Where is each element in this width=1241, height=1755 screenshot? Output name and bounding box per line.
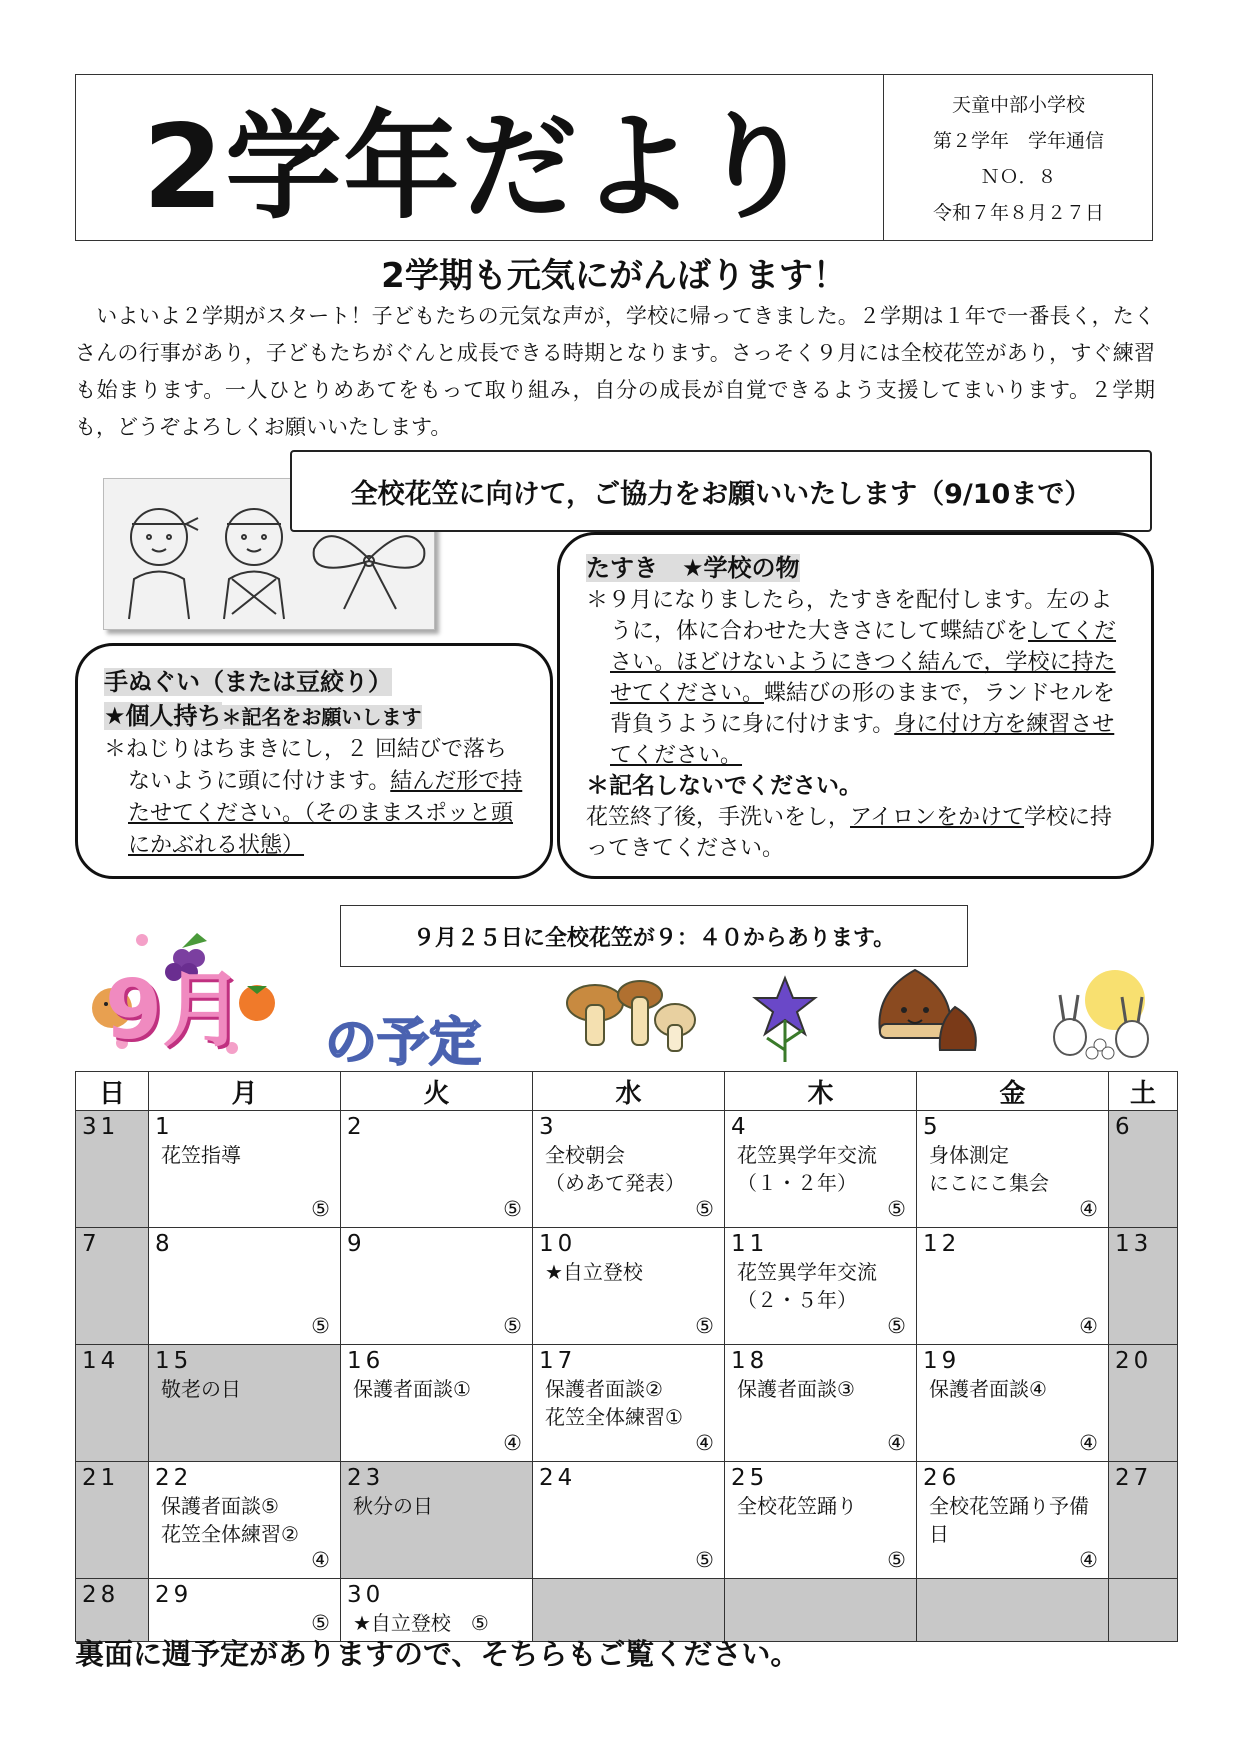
tasuki-warning: ＊記名しないでください。 <box>586 773 862 799</box>
calendar-day-cell <box>1109 1345 1178 1462</box>
day-number: 22 <box>155 1465 193 1491</box>
day-number: 2 <box>347 1114 366 1140</box>
calendar-day-cell <box>533 1228 725 1345</box>
tenugui-title: 手ぬぐい（または豆絞り） <box>104 668 392 696</box>
day-event: 保護者面談④ <box>929 1377 1047 1401</box>
chestnuts-icon <box>870 962 980 1066</box>
lesson-count: ④ <box>1079 1197 1098 1221</box>
day-event: 花笠異学年交流 <box>737 1143 877 1167</box>
day-number: 11 <box>731 1231 769 1257</box>
tenugui-text-a: ＊ねじりはちまきにし，２ 回結びで落ちないように頭に付けます。 <box>104 737 507 794</box>
calendar-day-cell <box>149 1228 341 1345</box>
intro-text: いよいよ２学期がスタート！子どもたちの元気な声が，学校に帰ってきました。２学期は１年で一番長く，たくさんの行事があり，子どもたちがぐんと成長できる時期となります。さっそく９月には全校花笠があり，すぐ練習も始まります。一人ひとりめあてをもって取り組み，自分の成長が自覚できるよう支援してまいります。２学期も，どうぞよろしくお願いいたします。 <box>75 304 1155 439</box>
calendar-day-cell <box>533 1345 725 1462</box>
calendar-day-cell <box>917 1111 1109 1228</box>
lesson-count: ⑤ <box>311 1611 330 1635</box>
tenugui-subnote: ＊記名をお願いします <box>221 705 422 729</box>
tasuki-text-e: 花笠終了後，手洗いをし， <box>586 805 851 830</box>
lesson-count: ⑤ <box>503 1314 522 1338</box>
footer-note: 裏面に週予定がありますので、そちらもご覧ください。 <box>75 1637 800 1671</box>
lesson-count: ⑤ <box>887 1197 906 1221</box>
lesson-count: ④ <box>503 1431 522 1455</box>
month-label: の予定 <box>325 1013 482 1073</box>
day-number: 8 <box>155 1231 174 1257</box>
tenugui-subtitle: ★個人持ち <box>104 702 222 730</box>
headline: 2学期も元気にがんばります！ <box>381 256 847 296</box>
day-number: 19 <box>923 1348 961 1374</box>
september-calendar <box>75 1071 1178 1642</box>
lesson-count: ⑤ <box>887 1548 906 1572</box>
day-number: 26 <box>923 1465 961 1491</box>
calendar-day-cell <box>533 1111 725 1228</box>
day-number: 17 <box>539 1348 577 1374</box>
day-number: 13 <box>1115 1231 1153 1257</box>
tasuki-text-g: 学校に持ってきてください。 <box>586 805 1113 861</box>
calendar-day-cell <box>917 1579 1109 1642</box>
day-event: 全校朝会 <box>545 1143 625 1167</box>
day-event: 身体測定 <box>929 1143 1009 1167</box>
lesson-count: ④ <box>1079 1314 1098 1338</box>
tasuki-text <box>586 585 1125 771</box>
day-number: 1 <box>155 1114 174 1140</box>
month-number: 9月 <box>105 963 245 1058</box>
calendar-day-cell <box>341 1462 533 1579</box>
tasuki-text-c: 蝶結びの形のままで，ランドセルを背負うように身に付けます。 <box>610 681 1115 737</box>
day-number: 6 <box>1115 1114 1134 1140</box>
calendar-day-cell <box>917 1228 1109 1345</box>
day-number: 15 <box>155 1348 193 1374</box>
weekday-header: 木 <box>725 1072 917 1111</box>
calendar-day-cell <box>1109 1228 1178 1345</box>
day-event: にこにこ集会 <box>929 1171 1049 1195</box>
tenugui-box <box>75 643 553 879</box>
weekday-header: 金 <box>917 1072 1109 1111</box>
day-event: ★自立登校 ⑤ <box>353 1611 489 1635</box>
calendar-day-cell <box>149 1345 341 1462</box>
day-number: 12 <box>923 1231 961 1257</box>
day-number: 16 <box>347 1348 385 1374</box>
moon-rabbits-icon <box>1040 965 1160 1069</box>
lesson-count: ④ <box>887 1431 906 1455</box>
weekday-row <box>76 1072 1178 1111</box>
calendar-week-row <box>76 1111 1178 1228</box>
lesson-count: ④ <box>695 1431 714 1455</box>
day-number: 5 <box>923 1114 942 1140</box>
calendar-day-cell <box>76 1111 149 1228</box>
persimmon-icon <box>239 985 275 1021</box>
lesson-count: ⑤ <box>311 1197 330 1221</box>
day-number: 25 <box>731 1465 769 1491</box>
day-event: 花笠指導 <box>161 1143 241 1167</box>
lesson-count: ⑤ <box>695 1548 714 1572</box>
issue-number: ＮＯ．８ <box>980 165 1057 188</box>
tasuki-after <box>586 802 1125 864</box>
day-number: 3 <box>539 1114 558 1140</box>
lesson-count: ⑤ <box>311 1314 330 1338</box>
lesson-count: ⑤ <box>695 1197 714 1221</box>
calendar-day-cell <box>917 1345 1109 1462</box>
calendar-day-cell <box>725 1111 917 1228</box>
calendar-day-cell <box>341 1345 533 1462</box>
day-event: 保護者面談⑤ <box>161 1494 279 1518</box>
tasuki-text-b: してください。ほどけないようにきつく結んで，学校に持たせてください。 <box>610 619 1117 706</box>
calendar-day-cell <box>533 1462 725 1579</box>
weekday-header: 火 <box>341 1072 533 1111</box>
lesson-count: ⑤ <box>503 1197 522 1221</box>
day-number: 23 <box>347 1465 385 1491</box>
day-number: 30 <box>347 1582 385 1608</box>
day-event: 保護者面談③ <box>737 1377 855 1401</box>
mushrooms-icon <box>560 965 700 1069</box>
tasuki-box <box>557 532 1154 879</box>
lesson-count: ⑤ <box>695 1314 714 1338</box>
day-number: 14 <box>82 1348 120 1374</box>
day-event: 敬老の日 <box>161 1377 241 1401</box>
tenugui-text <box>104 734 524 862</box>
day-number: 7 <box>82 1231 101 1257</box>
weekday-header: 月 <box>149 1072 341 1111</box>
day-number: 9 <box>347 1231 366 1257</box>
calendar-day-cell <box>341 1228 533 1345</box>
day-number: 10 <box>539 1231 577 1257</box>
calendar-day-cell <box>1109 1579 1178 1642</box>
bow-knot-icon <box>314 536 425 609</box>
day-number: 31 <box>82 1114 120 1140</box>
day-number: 4 <box>731 1114 750 1140</box>
tasuki-text-a: ＊９月になりましたら，たすきを配付します。左のように，体に合わせた大きさにして蝶結びを <box>586 588 1113 644</box>
lesson-count: ④ <box>311 1548 330 1572</box>
calendar-day-cell <box>76 1345 149 1462</box>
issue-date: 令和７年８月２７日 <box>932 201 1104 224</box>
day-event: （めあて発表） <box>545 1171 685 1195</box>
day-event: 花笠全体練習① <box>545 1405 683 1429</box>
calendar-day-cell <box>725 1345 917 1462</box>
weekday-header: 土 <box>1109 1072 1178 1111</box>
day-event: 花笠異学年交流 <box>737 1260 877 1284</box>
tasuki-text-f: アイロンをかけて <box>850 805 1025 830</box>
day-number: 20 <box>1115 1348 1153 1374</box>
day-event: 花笠全体練習② <box>161 1522 299 1546</box>
calendar-day-cell <box>76 1228 149 1345</box>
day-event: （１・２年） <box>737 1171 857 1195</box>
day-number: 21 <box>82 1465 120 1491</box>
calendar-day-cell <box>725 1228 917 1345</box>
day-number: 18 <box>731 1348 769 1374</box>
weekday-header: 日 <box>76 1072 149 1111</box>
school-name: 天童中部小学校 <box>951 94 1085 117</box>
calendar-day-cell <box>917 1462 1109 1579</box>
calendar-day-cell <box>149 1111 341 1228</box>
day-event: （２・５年） <box>737 1288 857 1312</box>
lesson-count: ⑤ <box>887 1314 906 1338</box>
day-event: 保護者面談② <box>545 1377 663 1401</box>
bellflower-icon <box>745 970 825 1069</box>
header-info <box>883 74 1153 241</box>
day-number: 24 <box>539 1465 577 1491</box>
calendar-day-cell <box>341 1111 533 1228</box>
calendar-week-row <box>76 1228 1178 1345</box>
calendar-day-cell <box>1109 1111 1178 1228</box>
tenugui-text-b: 結んだ形で持たせてください。（そのままスポッと頭にかぶれる状態） <box>128 769 523 858</box>
day-number: 29 <box>155 1582 193 1608</box>
weekday-header: 水 <box>533 1072 725 1111</box>
newsletter-title: 2学年だより <box>142 100 816 235</box>
day-event: 保護者面談① <box>353 1377 471 1401</box>
boy-headband-icon <box>129 509 198 619</box>
calendar-day-cell <box>1109 1462 1178 1579</box>
day-number: 27 <box>1115 1465 1153 1491</box>
day-number: 28 <box>82 1582 120 1608</box>
calendar-week-row <box>76 1462 1178 1579</box>
boy-tasuki-icon <box>224 509 284 619</box>
day-event: 全校花笠踊り <box>737 1494 857 1518</box>
calendar-day-cell <box>76 1462 149 1579</box>
day-event: ★自立登校 <box>545 1260 643 1284</box>
calendar-day-cell <box>149 1462 341 1579</box>
lesson-count: ④ <box>1079 1431 1098 1455</box>
tasuki-title: たすき ★学校の物 <box>586 554 800 582</box>
calendar-day-cell <box>725 1462 917 1579</box>
calendar-week-row <box>76 1345 1178 1462</box>
tasuki-text-d: 身に付け方を練習させてください。 <box>610 712 1115 768</box>
day-event: 全校花笠踊り予備日 <box>929 1494 1089 1546</box>
hanagasa-note: ９月２５日に全校花笠が９：４０からあります。 <box>340 905 968 967</box>
grade-label: 第２学年 学年通信 <box>932 130 1104 153</box>
cooperation-banner: 全校花笠に向けて，ご協力をお願いいたします（9/10まで） <box>290 450 1152 532</box>
day-event: 秋分の日 <box>353 1494 433 1518</box>
lesson-count: ④ <box>1079 1548 1098 1572</box>
